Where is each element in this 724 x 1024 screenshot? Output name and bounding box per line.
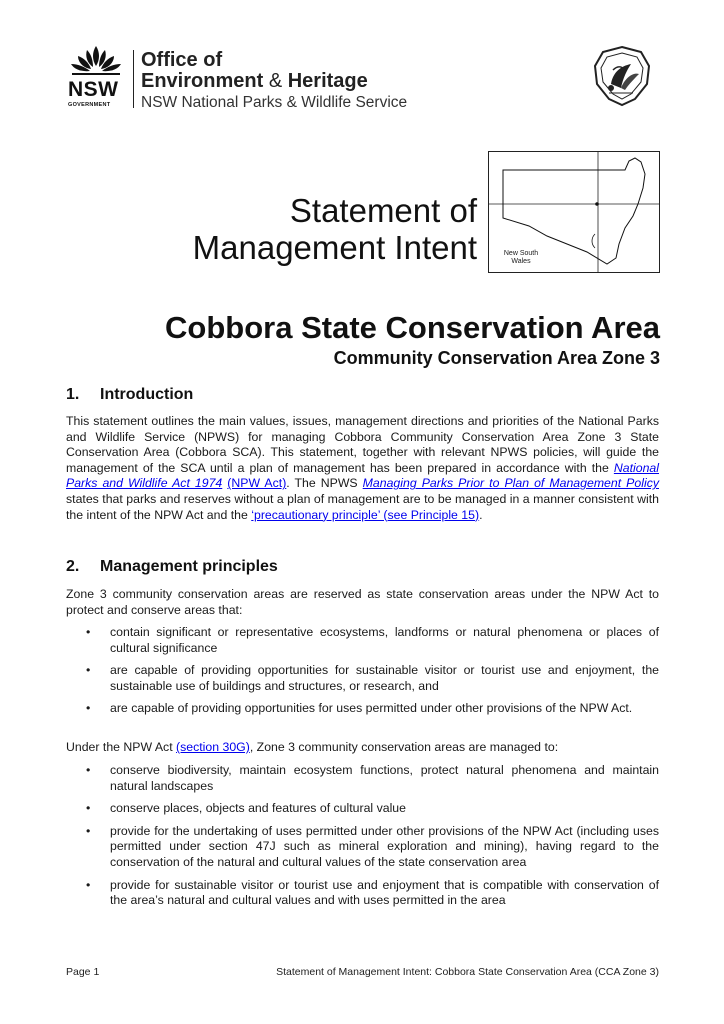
managing-parks-policy-link[interactable]: Managing Parks Prior to Plan of Management Policy <box>362 476 659 491</box>
ampersand: & <box>268 70 283 92</box>
page-number: Page 1 <box>66 966 100 978</box>
office-title: Office of <box>141 49 223 71</box>
list-item: • are capable of providing opportunities for sustainable visitor or tourist use and enjoyment, the sustainable use of buildings and structures, or research, and <box>66 663 659 694</box>
lyrebird-seal-icon <box>583 44 661 108</box>
list-item: • contain significant or representative ecosystems, landforms or natural phenomena or places of cultural significance <box>66 625 659 656</box>
waratah-icon <box>66 42 126 80</box>
managed-to-list <box>66 763 659 916</box>
intro-text-c: states that parks and reserves without a plan of management are to be managed in a manner consistent with the intent of the NPW Act and the <box>66 491 659 522</box>
under-text-a: Under the NPW Act <box>66 740 177 754</box>
section-number: 2. <box>66 558 80 575</box>
management-intro-paragraph: Zone 3 community conservation areas are reserved as state conservation areas under the NPW Act to protect and conserve areas that: <box>66 587 659 617</box>
npw-act-link[interactable]: National Parks and Wildlife Act 1974 <box>66 460 659 491</box>
section-number: 1. <box>66 386 80 403</box>
npws-seal-logo <box>583 44 661 108</box>
intro-text-b: . The NPWS <box>286 476 363 491</box>
section-2-heading <box>66 557 278 577</box>
introduction-paragraph <box>66 414 659 523</box>
map-label-line2: Wales <box>511 258 531 265</box>
npw-act-abbrev-link[interactable]: (NPW Act) <box>227 476 287 491</box>
document-title-line2: Management Intent <box>192 229 477 266</box>
section-1-heading <box>66 385 193 405</box>
section-title: Introduction <box>100 386 194 403</box>
list-item: • provide for sustainable visitor or tourist use and enjoyment that is compatible with conservation of the area’s natural and cultural values and with uses permitted in the area <box>66 878 659 909</box>
document-title-line1: Statement of <box>289 192 477 229</box>
precautionary-principle-link[interactable]: ‘precautionary principle’ (see Principle 15) <box>251 507 480 522</box>
zone-subheading: Community Conservation Area Zone 3 <box>333 348 660 368</box>
section-title: Management principles <box>100 558 278 575</box>
footer-title: Statement of Management Intent: Cobbora State Conservation Area (CCA Zone 3) <box>276 966 659 978</box>
service-name: NSW National Parks & Wildlife Service <box>141 94 408 111</box>
heritage-word: Heritage <box>287 70 368 92</box>
area-name-heading: Cobbora State Conservation Area <box>165 310 660 345</box>
list-item: • are capable of providing opportunities for uses permitted under other provisions of the NPW Act. <box>66 701 659 717</box>
government-wordmark: GOVERNMENT <box>68 102 111 108</box>
nsw-wordmark: NSW <box>68 78 119 101</box>
intro-text-d: . <box>479 507 483 522</box>
protect-areas-list <box>66 625 659 724</box>
environment-heritage-title <box>141 71 368 92</box>
map-label <box>501 250 541 266</box>
list-item: • conserve biodiversity, maintain ecosystem functions, protect natural phenomena and maintain natural landscapes <box>66 763 659 794</box>
list-item: • provide for the undertaking of uses permitted under other provisions of the NPW Act (including uses permitted under section 47J such as mineral exploration and mining), having regard to the conservation of the natural and cultural values of the state conservation area <box>66 824 659 871</box>
header-divider <box>133 50 134 108</box>
map-label-line1: New South <box>503 250 539 257</box>
location-map <box>488 151 660 273</box>
under-text-b: , Zone 3 community conservation areas are managed to: <box>249 740 559 754</box>
list-item: • conserve places, objects and features of cultural value <box>66 801 659 817</box>
section-30g-link[interactable]: (section 30G) <box>176 740 250 754</box>
intro-text-a: This statement outlines the main values, issues, management directions and priorities of the National Parks and Wildlife Service (NPWS) for managing Cobbora Community Conservation Area Zone 3 State Conservation Area (Cobbora SCA). This statement, together with relevant NPWS policies, will guide the management of the SCA until a plan of management has been prepared in accordance with the <box>66 414 659 475</box>
section-30g-paragraph <box>66 740 659 756</box>
environment-word: Environment <box>141 70 264 92</box>
nsw-government-logo <box>66 42 126 110</box>
